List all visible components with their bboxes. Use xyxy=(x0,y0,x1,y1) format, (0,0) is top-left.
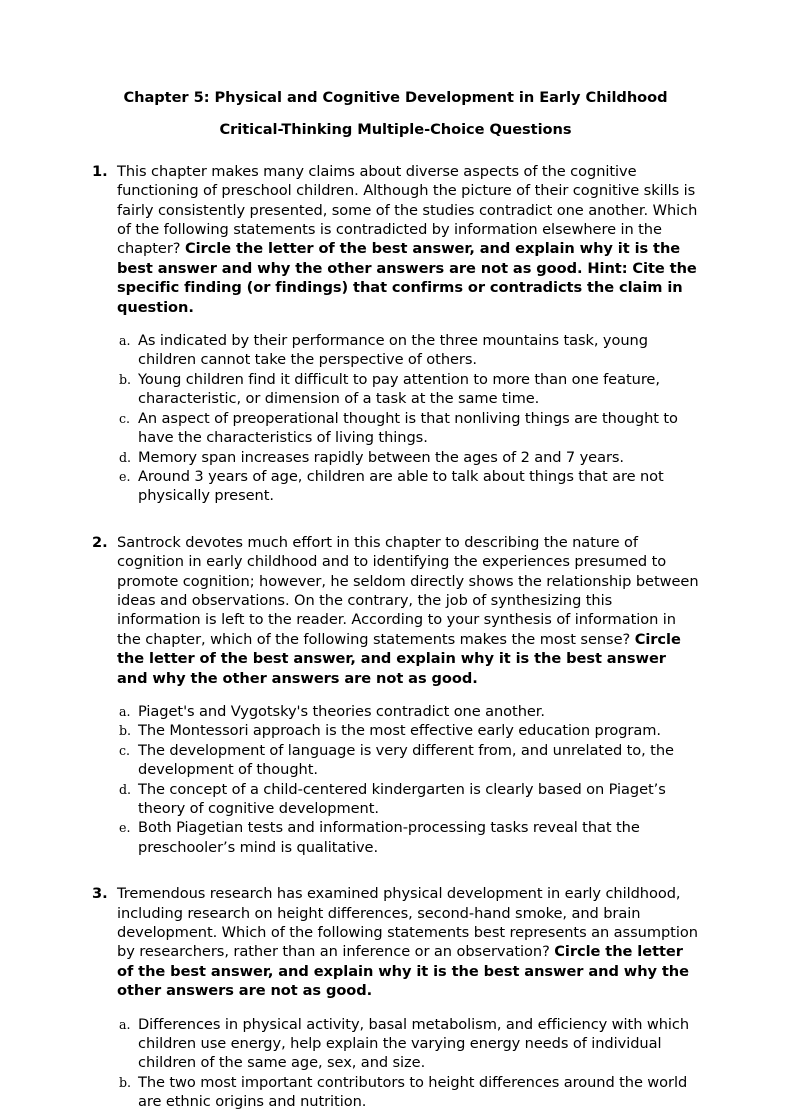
option-letter: c. xyxy=(119,742,131,758)
option-text: The two most important contributors to height differences around the world are ethnic origins and nutrition. xyxy=(138,1073,688,1111)
question-stem-row xyxy=(91,162,700,317)
question-number: 3. xyxy=(92,885,108,903)
question-stem-bold: Circle the letter of the best answer, and explain why it is the best answer and why the other answers are not as good. xyxy=(117,630,681,687)
document-title: Chapter 5: Physical and Cognitive Development in Early Childhood xyxy=(123,89,668,106)
questions-list xyxy=(91,162,700,1112)
question-stem xyxy=(117,162,700,317)
question-stem-plain: Tremendous research has examined physical development in early childhood, including research on height differences, second-hand smoke, and brain development. Which of the following statements best represents an assumption by researchers, rather than an inference or an observation? xyxy=(117,885,698,961)
question-item xyxy=(91,884,700,1111)
answer-options xyxy=(91,1015,700,1112)
option-text: Young children find it difficult to pay attention to more than one feature, characteristic, or dimension of a task at the same time. xyxy=(138,370,660,408)
option-letter: a. xyxy=(119,1016,131,1032)
option-text: The Montessori approach is the most effective early education program. xyxy=(138,722,661,740)
answer-option[interactable] xyxy=(91,409,700,448)
option-letter: e. xyxy=(119,820,131,836)
option-letter: b. xyxy=(119,371,132,387)
question-stem-row xyxy=(91,533,700,688)
option-text: Memory span increases rapidly between the ages of 2 and 7 years. xyxy=(138,448,625,466)
option-letter: b. xyxy=(119,723,132,739)
answer-option[interactable] xyxy=(91,702,700,721)
option-text: Around 3 years of age, children are able to talk about things that are not physically present. xyxy=(138,467,664,505)
option-text: The development of language is very different from, and unrelated to, the development of thought. xyxy=(138,741,674,779)
answer-options xyxy=(91,331,700,506)
option-letter: d. xyxy=(119,781,132,797)
answer-option[interactable] xyxy=(91,721,700,740)
option-letter: a. xyxy=(119,333,131,349)
answer-options xyxy=(91,702,700,857)
option-text: Both Piagetian tests and information-processing tasks reveal that the preschooler’s mind is qualitative. xyxy=(138,819,640,856)
question-stem-bold: Circle the letter of the best answer, and explain why it is the best answer and why the other answers are not as good. xyxy=(117,943,689,1000)
answer-option[interactable] xyxy=(91,741,700,780)
option-letter: d. xyxy=(119,449,132,465)
answer-option[interactable] xyxy=(91,818,700,857)
option-letter: e. xyxy=(119,468,131,484)
answer-option[interactable] xyxy=(91,370,700,409)
answer-option[interactable] xyxy=(91,780,700,819)
option-text: As indicated by their performance on the three mountains task, young children cannot take the perspective of others. xyxy=(138,332,648,369)
question-stem xyxy=(117,533,700,688)
question-item xyxy=(91,162,700,506)
question-stem-bold: Circle the letter of the best answer, and explain why it is the best answer and why the other answers are not as good. Hint: Cite the specific finding (or findings) that confirms or contradicts the claim in question. xyxy=(117,240,697,316)
option-letter: a. xyxy=(119,703,131,719)
option-text: The concept of a child-centered kindergarten is clearly based on Piaget’s theory of cognitive development. xyxy=(138,780,666,817)
question-item xyxy=(91,533,700,858)
answer-option[interactable] xyxy=(91,1015,700,1073)
question-number: 1. xyxy=(92,162,108,180)
document-subtitle: Critical-Thinking Multiple-Choice Questions xyxy=(219,121,572,139)
option-text: Piaget's and Vygotsky's theories contradict one another. xyxy=(138,702,545,720)
question-stem-plain: This chapter makes many claims about diverse aspects of the cognitive functioning of preschool children. Although the picture of their cognitive skills is fairly consistently presented, some of the studies contradict one another. Which of the following statements is contradicted by information elsewhere in the chapter? xyxy=(117,162,698,258)
answer-option[interactable] xyxy=(91,1073,700,1112)
question-stem-row xyxy=(91,884,700,1000)
option-text: An aspect of preoperational thought is that nonliving things are thought to have the characteristics of living things. xyxy=(138,409,678,447)
question-stem-plain: Santrock devotes much effort in this chapter to describing the nature of cognition in early childhood and to identifying the experiences presumed to promote cognition; however, he seldom directly shows the relationship between ideas and observations. On the contrary, the job of synthesizing this information is left to the reader. According to your synthesis of information in the chapter, which of the following statements makes the most sense? xyxy=(117,533,699,648)
answer-option[interactable] xyxy=(91,448,700,467)
answer-option[interactable] xyxy=(91,331,700,370)
option-letter: c. xyxy=(119,410,131,426)
answer-option[interactable] xyxy=(91,467,700,506)
option-letter: b. xyxy=(119,1074,132,1090)
question-stem xyxy=(117,884,700,1000)
option-text: Differences in physical activity, basal metabolism, and efficiency with which children use energy, help explain the varying energy needs of individual children of the same age, sex, and size. xyxy=(138,1015,690,1072)
question-number: 2. xyxy=(92,533,108,551)
